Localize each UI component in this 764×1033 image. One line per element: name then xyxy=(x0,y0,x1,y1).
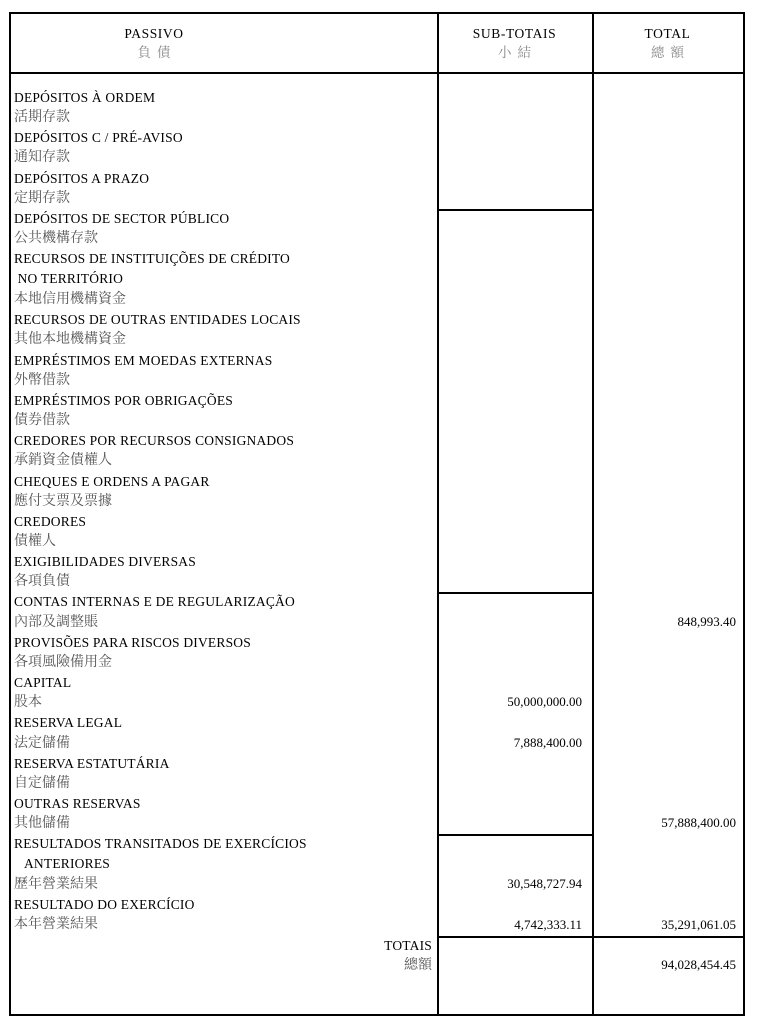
row-label-zh: 承銷資金債權人 xyxy=(14,453,112,469)
table-row xyxy=(11,512,743,552)
row-label-pt: CAPITAL xyxy=(14,675,72,691)
row-subtotal-value xyxy=(437,472,592,512)
row-label-zh: 自定儲備 xyxy=(14,775,70,791)
table-row xyxy=(11,391,743,431)
row-label xyxy=(11,512,437,552)
row-label-zh: 本地信用機構資金 xyxy=(14,291,126,307)
header-passivo-zh: 負債 xyxy=(137,45,177,60)
row-subtotal-value xyxy=(437,512,592,552)
row-label xyxy=(11,834,437,895)
row-label-zh: 債券借款 xyxy=(14,413,70,429)
row-total-value xyxy=(592,713,743,753)
row-label-pt: TOTAIS xyxy=(384,937,432,953)
row-total-value xyxy=(592,552,743,592)
row-label-pt: DEPÓSITOS À ORDEM xyxy=(14,90,156,105)
row-total-value: 35,291,061.05 xyxy=(661,916,736,932)
column-divider-2 xyxy=(592,14,594,1014)
row-label xyxy=(11,391,437,431)
row-label xyxy=(11,713,437,753)
table-header xyxy=(11,14,743,74)
row-label xyxy=(11,895,437,935)
row-label xyxy=(11,673,437,713)
row-total-value: 94,028,454.45 xyxy=(592,936,743,976)
row-subtotal-value xyxy=(437,169,592,209)
row-label-zh: 內部及調整賬 xyxy=(14,614,98,630)
row-label xyxy=(11,754,437,794)
table-inner xyxy=(11,14,743,1014)
row-label-zh: 通知存款 xyxy=(14,150,70,166)
row-subtotal-value xyxy=(437,88,592,128)
table-row xyxy=(11,128,743,168)
row-label-pt: OUTRAS RESERVAS xyxy=(14,796,141,811)
row-label-zh: 公共機構存款 xyxy=(14,231,98,247)
row-label-pt: DEPÓSITOS C / PRÉ-AVISO xyxy=(14,130,183,146)
row-label-zh: 各項風險備用金 xyxy=(14,654,112,670)
table-row xyxy=(11,592,743,632)
row-total-value xyxy=(592,431,743,471)
table-row xyxy=(11,552,743,592)
row-label xyxy=(11,633,437,673)
column-divider-1 xyxy=(437,14,439,1014)
row-label-pt: CONTAS INTERNAS E DE REGULARIZAÇÃO xyxy=(14,594,295,610)
row-total-value xyxy=(592,512,743,552)
header-passivo-pt: PASSIVO xyxy=(124,26,184,41)
table-row xyxy=(11,472,743,512)
table-row xyxy=(11,431,743,471)
row-subtotal-value: 7,888,400.00 xyxy=(513,734,582,750)
row-label xyxy=(11,936,437,976)
row-total-value xyxy=(592,673,743,713)
row-total-value xyxy=(592,249,743,310)
row-subtotal-value xyxy=(437,936,592,976)
row-label-zh: 活期存款 xyxy=(14,110,70,126)
table-row xyxy=(11,88,743,128)
row-label-pt: RECURSOS DE INSTITUIÇÕES DE CRÉDITO xyxy=(14,251,291,267)
row-label xyxy=(11,249,437,310)
row-label-pt: ANTERIORES xyxy=(14,856,110,872)
row-label-zh: 其他儲備 xyxy=(14,816,70,832)
table-row xyxy=(11,633,743,673)
row-label-zh: 本年營業結果 xyxy=(14,917,98,933)
row-subtotal-value xyxy=(437,209,592,249)
row-label xyxy=(11,592,437,632)
row-label xyxy=(11,128,437,168)
row-label-pt: RESERVA LEGAL xyxy=(14,715,123,731)
header-subtotais-zh: 小結 xyxy=(498,45,537,60)
table-row xyxy=(11,936,743,976)
row-label-zh: 定期存款 xyxy=(14,190,70,206)
row-label-pt: EMPRÉSTIMOS POR OBRIGAÇÕES xyxy=(14,392,233,408)
row-subtotal-value xyxy=(437,351,592,391)
row-label-zh: 歷年營業結果 xyxy=(14,876,98,892)
row-label-pt: CREDORES POR RECURSOS CONSIGNADOS xyxy=(14,433,295,449)
row-subtotal-value: 4,742,333.11 xyxy=(514,916,582,932)
row-label-pt: EXIGIBILIDADES DIVERSAS xyxy=(14,554,196,570)
row-label xyxy=(11,472,437,512)
row-label xyxy=(11,552,437,592)
row-total-value xyxy=(592,633,743,673)
row-subtotal-value xyxy=(437,633,592,673)
table-row xyxy=(11,673,743,713)
row-label-zh: 應付支票及票據 xyxy=(14,493,112,509)
table-row xyxy=(11,754,743,794)
table-row xyxy=(11,834,743,895)
row-label-zh: 其他本地機構資金 xyxy=(14,332,126,348)
table-row xyxy=(11,794,743,834)
row-subtotal-value xyxy=(437,391,592,431)
header-subtotais-pt: SUB-TOTAIS xyxy=(472,26,557,41)
row-total-value xyxy=(592,209,743,249)
row-subtotal-value: 50,000,000.00 xyxy=(507,694,582,710)
row-label-pt: NO TERRITÓRIO xyxy=(14,271,124,287)
table-row xyxy=(11,713,743,753)
row-subtotal-value xyxy=(437,310,592,350)
row-label-pt: RESERVA ESTATUTÁRIA xyxy=(14,755,170,771)
row-label xyxy=(11,794,437,834)
row-total-value xyxy=(592,169,743,209)
header-total-pt: TOTAL xyxy=(644,26,691,41)
row-label-pt: EMPRÉSTIMOS EM MOEDAS EXTERNAS xyxy=(14,352,273,368)
row-label xyxy=(11,431,437,471)
table-row xyxy=(11,169,743,209)
row-label-pt: CHEQUES E ORDENS A PAGAR xyxy=(14,473,210,489)
header-total-zh: 總額 xyxy=(651,45,690,60)
row-total-value xyxy=(592,310,743,350)
row-subtotal-value xyxy=(437,592,592,632)
row-label-pt: PROVISÕES PARA RISCOS DIVERSOS xyxy=(14,634,251,650)
table-row xyxy=(11,351,743,391)
row-label-zh: 總額 xyxy=(404,957,432,973)
row-subtotal-value: 30,548,727.94 xyxy=(437,834,592,895)
table-body xyxy=(11,74,743,1014)
row-subtotal-value xyxy=(437,249,592,310)
row-subtotal-value xyxy=(437,754,592,794)
row-label xyxy=(11,88,437,128)
table-row xyxy=(11,209,743,249)
row-subtotal-value xyxy=(437,431,592,471)
header-subtotais xyxy=(437,14,592,72)
table-row xyxy=(11,310,743,350)
row-label xyxy=(11,209,437,249)
row-subtotal-value xyxy=(437,128,592,168)
row-label-pt: RESULTADO DO EXERCÍCIO xyxy=(14,897,195,913)
row-label-zh: 各項負債 xyxy=(14,574,70,590)
header-passivo xyxy=(11,14,437,72)
header-total xyxy=(592,14,743,72)
row-subtotal-value xyxy=(437,794,592,834)
row-label xyxy=(11,169,437,209)
row-total-value xyxy=(592,754,743,794)
balance-sheet-table xyxy=(9,12,745,1016)
row-label-pt: CREDORES xyxy=(14,513,87,529)
row-total-value: 57,888,400.00 xyxy=(661,815,736,831)
row-total-value xyxy=(592,834,743,895)
table-row xyxy=(11,895,743,935)
row-total-value xyxy=(592,391,743,431)
row-label xyxy=(11,351,437,391)
row-label-zh: 債權人 xyxy=(14,533,56,549)
row-total-value: 848,993.40 xyxy=(677,613,736,629)
row-label-zh: 法定儲備 xyxy=(14,735,70,751)
row-label xyxy=(11,310,437,350)
row-subtotal-value xyxy=(437,552,592,592)
row-total-value xyxy=(592,128,743,168)
row-total-value xyxy=(592,472,743,512)
row-label-zh: 外幣借款 xyxy=(14,372,70,388)
row-label-pt: RESULTADOS TRANSITADOS DE EXERCÍCIOS xyxy=(14,836,307,852)
row-label-pt: DEPÓSITOS A PRAZO xyxy=(14,170,150,186)
row-label-pt: RECURSOS DE OUTRAS ENTIDADES LOCAIS xyxy=(14,312,301,328)
row-label-zh: 股本 xyxy=(14,695,42,711)
table-row xyxy=(11,249,743,310)
row-label-pt: DEPÓSITOS DE SECTOR PÚBLICO xyxy=(14,210,230,226)
row-total-value xyxy=(592,88,743,128)
row-total-value xyxy=(592,351,743,391)
